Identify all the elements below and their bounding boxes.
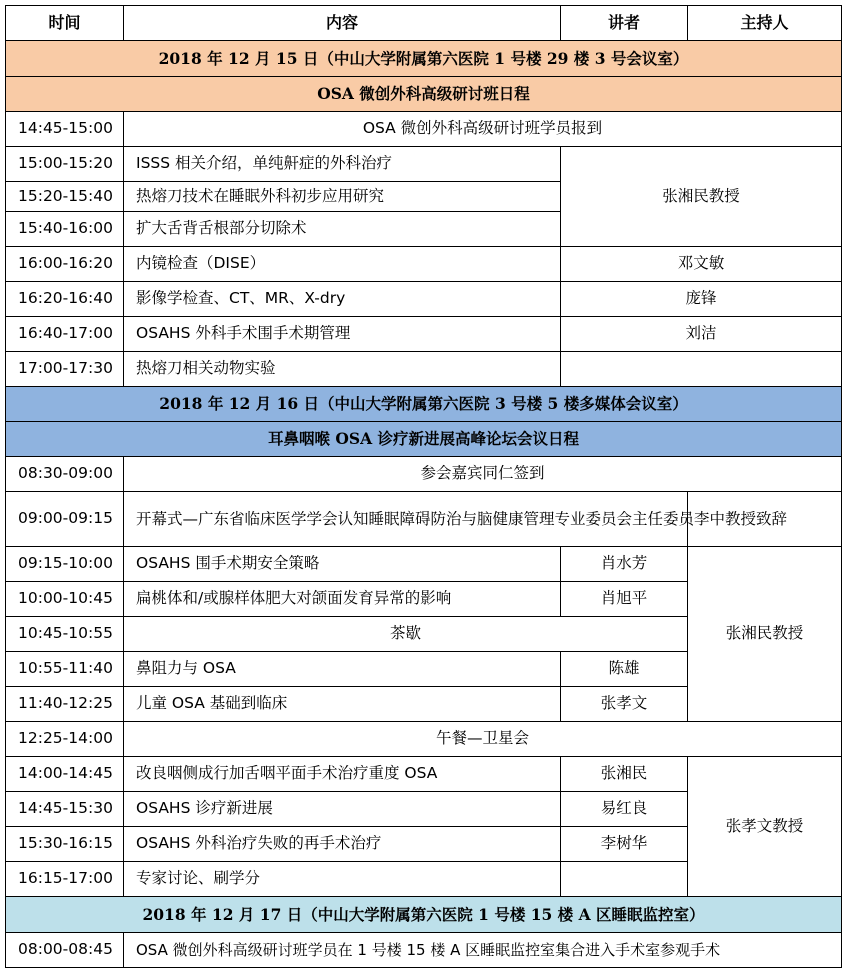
time-cell: 08:30-09:00 [6, 457, 124, 492]
speaker-cell: 邓文敏 [561, 247, 842, 282]
time-cell: 15:20-15:40 [6, 182, 124, 212]
content-cell: 内镜检查（DISE） [124, 247, 561, 282]
table-row [6, 757, 842, 792]
header-content: 内容 [124, 6, 561, 41]
time-cell: 15:00-15:20 [6, 147, 124, 182]
content-cell: 改良咽侧成行加舌咽平面手术治疗重度 OSA [124, 757, 561, 792]
content-cell: 儿童 OSA 基础到临床 [124, 687, 561, 722]
content-cell: 开幕式—广东省临床医学学会认知睡眠障碍防治与脑健康管理专业委员会主任委员李中教授致辞 [124, 492, 688, 547]
day1-title: 2018 年 12 月 15 日（中山大学附属第六医院 1 号楼 29 楼 3 号会议室） [6, 41, 842, 77]
time-cell: 15:40-16:00 [6, 212, 124, 247]
content-cell: OSAHS 围手术期安全策略 [124, 547, 561, 582]
content-cell: 扩大舌背舌根部分切除术 [124, 212, 561, 247]
time-cell: 09:00-09:15 [6, 492, 124, 547]
time-cell: 16:20-16:40 [6, 282, 124, 317]
content-cell: 热熔刀技术在睡眠外科初步应用研究 [124, 182, 561, 212]
speaker-cell: 庞锋 [561, 282, 842, 317]
speaker-cell: 陈雄 [561, 652, 688, 687]
time-cell: 14:00-14:45 [6, 757, 124, 792]
content-cell: ISSS 相关介绍，单纯鼾症的外科治疗 [124, 147, 561, 182]
speaker-cell [561, 352, 842, 387]
time-cell: 16:15-17:00 [6, 862, 124, 897]
time-cell: 17:00-17:30 [6, 352, 124, 387]
day2-title-row [6, 387, 842, 422]
time-cell: 10:55-11:40 [6, 652, 124, 687]
content-cell: 热熔刀相关动物实验 [124, 352, 561, 387]
time-cell: 10:45-10:55 [6, 617, 124, 652]
content-cell: 影像学检查、CT、MR、X-dry [124, 282, 561, 317]
day1-title-row [6, 41, 842, 77]
table-row [6, 492, 842, 547]
time-cell: 16:40-17:00 [6, 317, 124, 352]
table-row [6, 352, 842, 387]
time-cell: 15:30-16:15 [6, 827, 124, 862]
content-cell: OSA 微创外科高级研讨班学员在 1 号楼 15 楼 A 区睡眠监控室集合进入手术室参观手术 [124, 933, 842, 968]
speaker-cell: 刘洁 [561, 317, 842, 352]
content-cell: OSA 微创外科高级研讨班学员报到 [124, 112, 842, 147]
content-cell: 参会嘉宾同仁签到 [124, 457, 842, 492]
header-host: 主持人 [688, 6, 842, 41]
table-row [6, 457, 842, 492]
time-cell: 08:00-08:45 [6, 933, 124, 968]
speaker-cell: 肖旭平 [561, 582, 688, 617]
content-cell: OSAHS 外科治疗失败的再手术治疗 [124, 827, 561, 862]
content-cell: OSAHS 外科手术围手术期管理 [124, 317, 561, 352]
day2-subtitle-row [6, 422, 842, 457]
content-cell: OSAHS 诊疗新进展 [124, 792, 561, 827]
speaker-cell: 易红良 [561, 792, 688, 827]
table-row [6, 722, 842, 757]
schedule-table [5, 5, 842, 968]
day3-title: 2018 年 12 月 17 日（中山大学附属第六医院 1 号楼 15 楼 A 区睡眠监控室） [6, 897, 842, 933]
day1-subtitle-row [6, 77, 842, 112]
time-cell: 16:00-16:20 [6, 247, 124, 282]
speaker-cell [561, 862, 688, 897]
host-cell: 张孝文教授 [688, 757, 842, 897]
content-cell: 鼻阻力与 OSA [124, 652, 561, 687]
content-cell: 专家讨论、刷学分 [124, 862, 561, 897]
host-cell: 张湘民教授 [688, 547, 842, 722]
time-cell: 14:45-15:00 [6, 112, 124, 147]
table-row [6, 547, 842, 582]
table-row [6, 317, 842, 352]
day3-title-row [6, 897, 842, 933]
header-row [6, 6, 842, 41]
day2-subtitle: 耳鼻咽喉 OSA 诊疗新进展高峰论坛会议日程 [6, 422, 842, 457]
table-row [6, 247, 842, 282]
time-cell: 11:40-12:25 [6, 687, 124, 722]
table-row [6, 112, 842, 147]
content-cell: 茶歇 [124, 617, 688, 652]
table-row [6, 282, 842, 317]
speaker-cell: 肖水芳 [561, 547, 688, 582]
content-cell: 扁桃体和/或腺样体肥大对颌面发育异常的影响 [124, 582, 561, 617]
speaker-cell: 李树华 [561, 827, 688, 862]
time-cell: 09:15-10:00 [6, 547, 124, 582]
table-row [6, 147, 842, 182]
time-cell: 10:00-10:45 [6, 582, 124, 617]
header-speaker: 讲者 [561, 6, 688, 41]
time-cell: 14:45-15:30 [6, 792, 124, 827]
header-time: 时间 [6, 6, 124, 41]
speaker-cell: 张湘民教授 [561, 147, 842, 247]
speaker-cell: 张湘民 [561, 757, 688, 792]
table-row [6, 933, 842, 968]
time-cell: 12:25-14:00 [6, 722, 124, 757]
day2-title: 2018 年 12 月 16 日（中山大学附属第六医院 3 号楼 5 楼多媒体会议室） [6, 387, 842, 422]
day1-subtitle: OSA 微创外科高级研讨班日程 [6, 77, 842, 112]
speaker-cell: 张孝文 [561, 687, 688, 722]
content-cell: 午餐—卫星会 [124, 722, 842, 757]
